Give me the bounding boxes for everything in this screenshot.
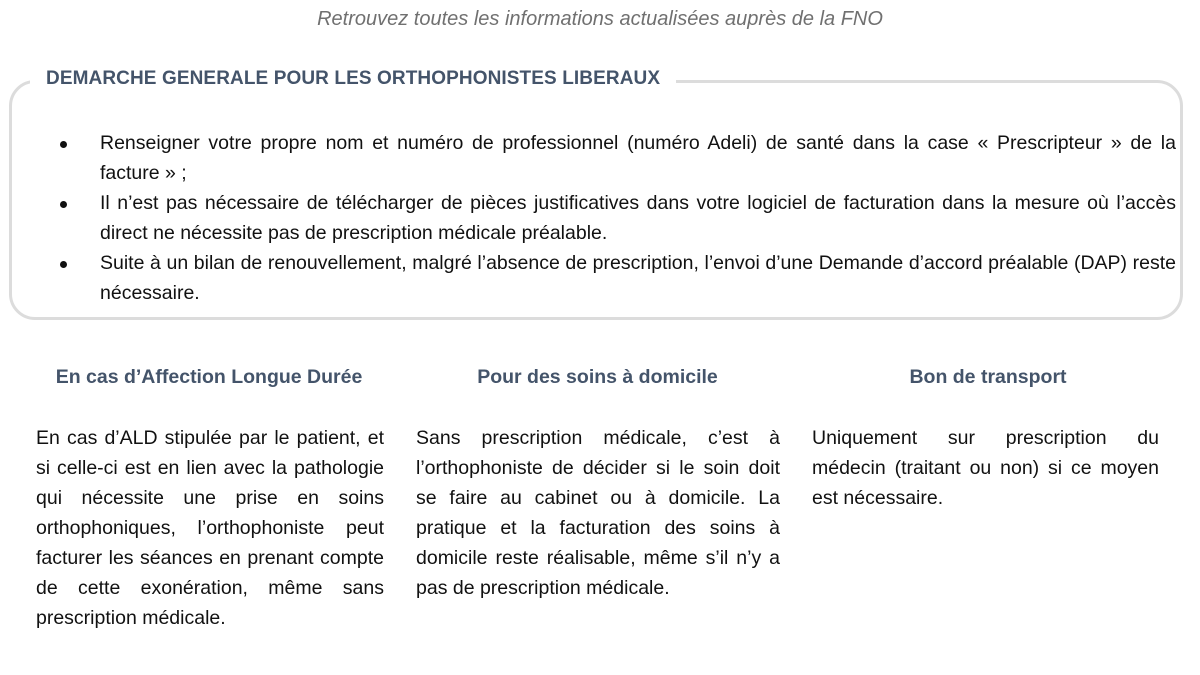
home-care-text: Sans prescription médicale, c’est à l’orthophoniste de décider si le soin doit se faire au cabinet ou à domicile. La pratique et la facturation des soins à domicile reste réalisable, même s’il n’y a pas de prescription médicale. bbox=[416, 427, 780, 599]
list-item-text: Renseigner votre propre nom et numéro de professionnel (numéro Adeli) de santé dans la case « Prescripteur » de la facture » ; bbox=[100, 132, 1176, 184]
ald-text: En cas d’ALD stipulée par le patient, et si celle-ci est en lien avec la pathologie qui nécessite une prise en soins orthophoniques, l’orthophoniste peut facturer les séances en prenant compte de cette exonération, même sans prescription médicale. bbox=[36, 427, 384, 629]
home-care-heading: Pour des soins à domicile bbox=[477, 366, 718, 388]
ald-heading: En cas d’Affection Longue Durée bbox=[55, 366, 363, 388]
general-procedure-title: DEMARCHE GENERALE POUR LES ORTHOPHONISTES LIBERAUX bbox=[30, 68, 676, 90]
list-item bbox=[0, 188, 1200, 248]
transport-text: Uniquement sur prescription du médecin (traitant ou non) si ce moyen est nécessaire. bbox=[812, 427, 1159, 509]
header-note: Retrouvez toutes les informations actualisées auprès de la FNO bbox=[317, 8, 883, 30]
list-item-text: Il n’est pas nécessaire de télécharger de pièces justificatives dans votre logiciel de facturation dans la mesure où l’accès direct ne nécessite pas de prescription médicale préalable. bbox=[100, 192, 1176, 244]
bullet-icon bbox=[60, 261, 67, 268]
general-procedure-list bbox=[0, 128, 1200, 308]
list-item bbox=[0, 248, 1200, 308]
list-item-text: Suite à un bilan de renouvellement, malgré l’absence de prescription, l’envoi d’une Demande d’accord préalable (DAP) reste nécessaire. bbox=[100, 252, 1176, 304]
bullet-icon bbox=[60, 201, 67, 208]
transport-heading: Bon de transport bbox=[909, 366, 1067, 388]
list-item bbox=[0, 128, 1200, 188]
bullet-icon bbox=[60, 141, 67, 148]
